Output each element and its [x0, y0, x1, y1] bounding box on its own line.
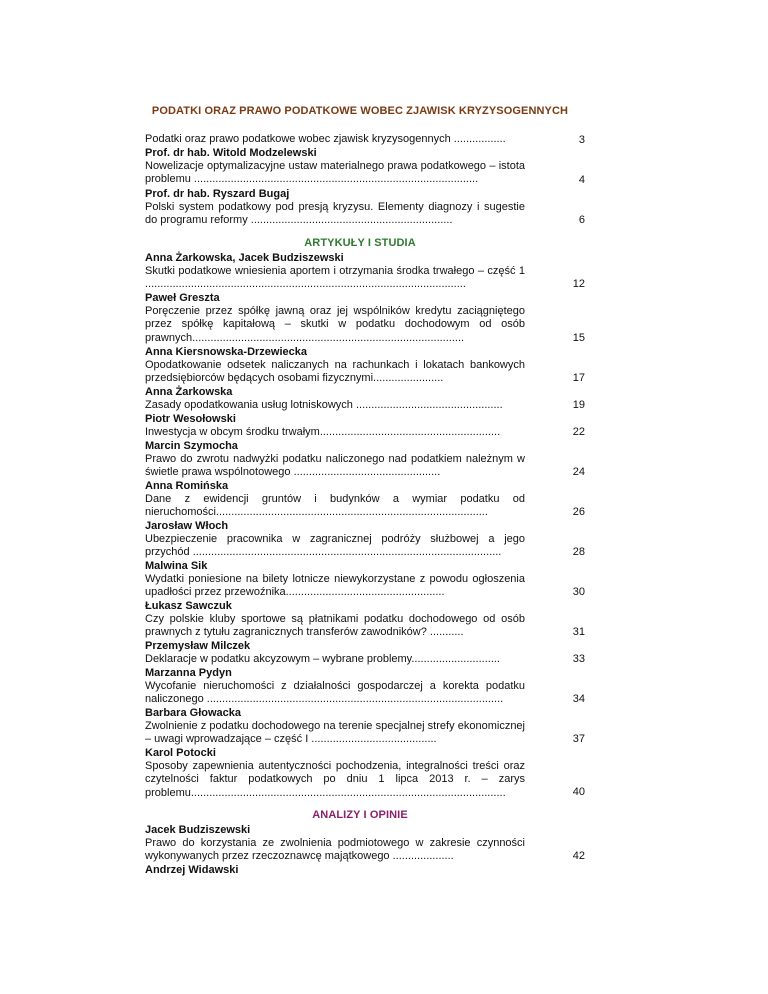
toc-entry [145, 346, 525, 386]
entry-author: Anna Żarkowska, Jacek Budziszewski [145, 252, 344, 264]
entry-page-number: 19 [572, 399, 585, 411]
entry-page-number: 42 [572, 850, 585, 862]
entry-page-number: 33 [572, 653, 585, 665]
entry-title: Czy polskie kluby sportowe są płatnikami podatku dochodowego od osób prawnych z tytułu zagranicznych transferów zawodników? ........... [145, 613, 525, 639]
entry-author: Piotr Wesołowski [145, 413, 236, 425]
toc-entry [145, 252, 525, 292]
entry-page-number: 40 [572, 786, 585, 798]
entry-title: Podatki oraz prawo podatkowe wobec zjawisk kryzysogennych ................. [145, 133, 506, 145]
entry-title: Inwestycja w obcym środku trwałym........................................................... [145, 426, 501, 439]
toc-entry [145, 188, 525, 228]
entry-author: Łukasz Sawczuk [145, 600, 232, 612]
entry-page-number: 31 [572, 626, 585, 638]
entry-author: Anna Romińska [145, 480, 229, 492]
entry-page-number: 28 [572, 546, 585, 558]
entry-author: Jacek Budziszewski [145, 824, 251, 836]
entry-title: Zwolnienie z podatku dochodowego na terenie specjalnej strefy ekonomicznej – uwagi wprowadzające – część I ......................................... [145, 720, 525, 746]
section-title-artykuly: ARTYKUŁY I STUDIA [304, 237, 416, 249]
entry-page-number: 30 [572, 586, 585, 598]
toc-entry [145, 707, 525, 747]
entry-page-number: 26 [572, 506, 585, 518]
entry-author: Marzanna Pydyn [145, 667, 232, 679]
entry-author: Prof. dr hab. Witold Modzelewski [145, 147, 317, 159]
entry-author: Anna Kiersnowska-Drzewiecka [145, 346, 308, 358]
entry-page-number: 22 [572, 426, 585, 438]
entry-title: Wycofanie nieruchomości z działalności gospodarczej a korekta podatku naliczonego ................................................................................................. [145, 680, 525, 706]
toc-entry [145, 520, 525, 560]
entry-title: Deklaracje w podatku akcyzowym – wybrane problemy............................. [145, 653, 500, 666]
toc-entry [145, 413, 525, 439]
entry-title: Ubezpieczenie pracownika w zagranicznej podróży służbowej a jego przychód ..................................................................................................... [145, 533, 525, 559]
toc-entry [145, 824, 525, 864]
entry-page-number: 17 [572, 372, 585, 384]
entry-author: Marcin Szymocha [145, 440, 238, 452]
entry-page-number: 6 [578, 214, 585, 226]
toc-entry [145, 667, 525, 707]
entry-title: Opodatkowanie odsetek naliczanych na rachunkach i lokatach bankowych przedsiębiorców będących osobami fizycznymi....................... [145, 359, 525, 385]
toc-entry [145, 440, 525, 480]
toc-entry [145, 147, 525, 187]
entry-author: Barbara Głowacka [145, 707, 241, 719]
entry-author: Prof. dr hab. Ryszard Bugaj [145, 188, 290, 200]
entry-author: Andrzej Widawski [145, 864, 239, 876]
entry-page-number: 15 [572, 332, 585, 344]
entry-author: Paweł Greszta [145, 292, 220, 304]
entry-title: Poręczenie przez spółkę jawną oraz jej wspólników kredytu zaciągniętego przez spółkę kapitałową – skutki w podatku dochodowym od osób prawnych......................................................................................... [145, 305, 525, 344]
toc-entry [145, 292, 525, 345]
entry-title: Prawo do zwrotu nadwyżki podatku naliczonego nad podatkiem należnym w świetle prawa wspólnotowego ................................................ [145, 453, 525, 479]
toc-entry [145, 480, 525, 520]
entry-title: Polski system podatkowy pod presją kryzysu. Elementy diagnozy i sugestie do programu reformy .................................................................. [145, 201, 525, 227]
section-title-podatki: PODATKI ORAZ PRAWO PODATKOWE WOBEC ZJAWISK KRYZYSOGENNYCH [151, 105, 569, 117]
entry-author: Malwina Sik [145, 560, 208, 572]
toc-entry [145, 133, 525, 146]
entry-title: Prawo do korzystania ze zwolnienia podmiotowego w zakresie czynności wykonywanych przez rzeczoznawcę majątkowego .................... [145, 837, 525, 863]
toc-entry [145, 640, 525, 666]
entry-author: Karol Potocki [145, 747, 216, 759]
entry-title: Sposoby zapewnienia autentyczności pochodzenia, integralności treści oraz czytelności faktur podatkowych po dniu 1 lipca 2013 r. – zarys problemu....................................................................................................... [145, 760, 525, 799]
toc-entry [145, 560, 525, 600]
toc-entry [145, 864, 525, 877]
entry-author: Jarosław Włoch [145, 520, 229, 532]
entry-title: Zasady opodatkowania usług lotniskowych ................................................ [145, 399, 503, 412]
entry-page-number: 12 [572, 278, 585, 290]
entry-title: Nowelizacje optymalizacyjne ustaw materialnego prawa podatkowego – istota problemu ............................................................................................. [145, 160, 525, 186]
entry-title: Dane z ewidencji gruntów i budynków a wymiar podatku od nieruchomości......................................................................................... [145, 493, 525, 519]
entry-author: Przemysław Milczek [145, 640, 251, 652]
entry-page-number: 3 [578, 134, 585, 146]
toc-entry [145, 386, 525, 412]
entry-page-number: 24 [572, 466, 585, 478]
entry-page-number: 4 [578, 174, 585, 186]
entry-author: Anna Żarkowska [145, 386, 233, 398]
entry-title: Skutki podatkowe wniesienia aportem i otrzymania środka trwałego – część 1 ......................................................................................................... [145, 265, 525, 291]
entry-page-number: 34 [572, 693, 585, 705]
toc-entry [145, 600, 525, 640]
toc-entry [145, 747, 525, 800]
section-title-analizy: ANALIZY I OPINIE [312, 809, 408, 821]
entry-title: Wydatki poniesione na bilety lotnicze niewykorzystane z powodu ogłoszenia upadłości przez przewoźnika.................................................... [145, 573, 525, 599]
entry-page-number: 37 [572, 733, 585, 745]
